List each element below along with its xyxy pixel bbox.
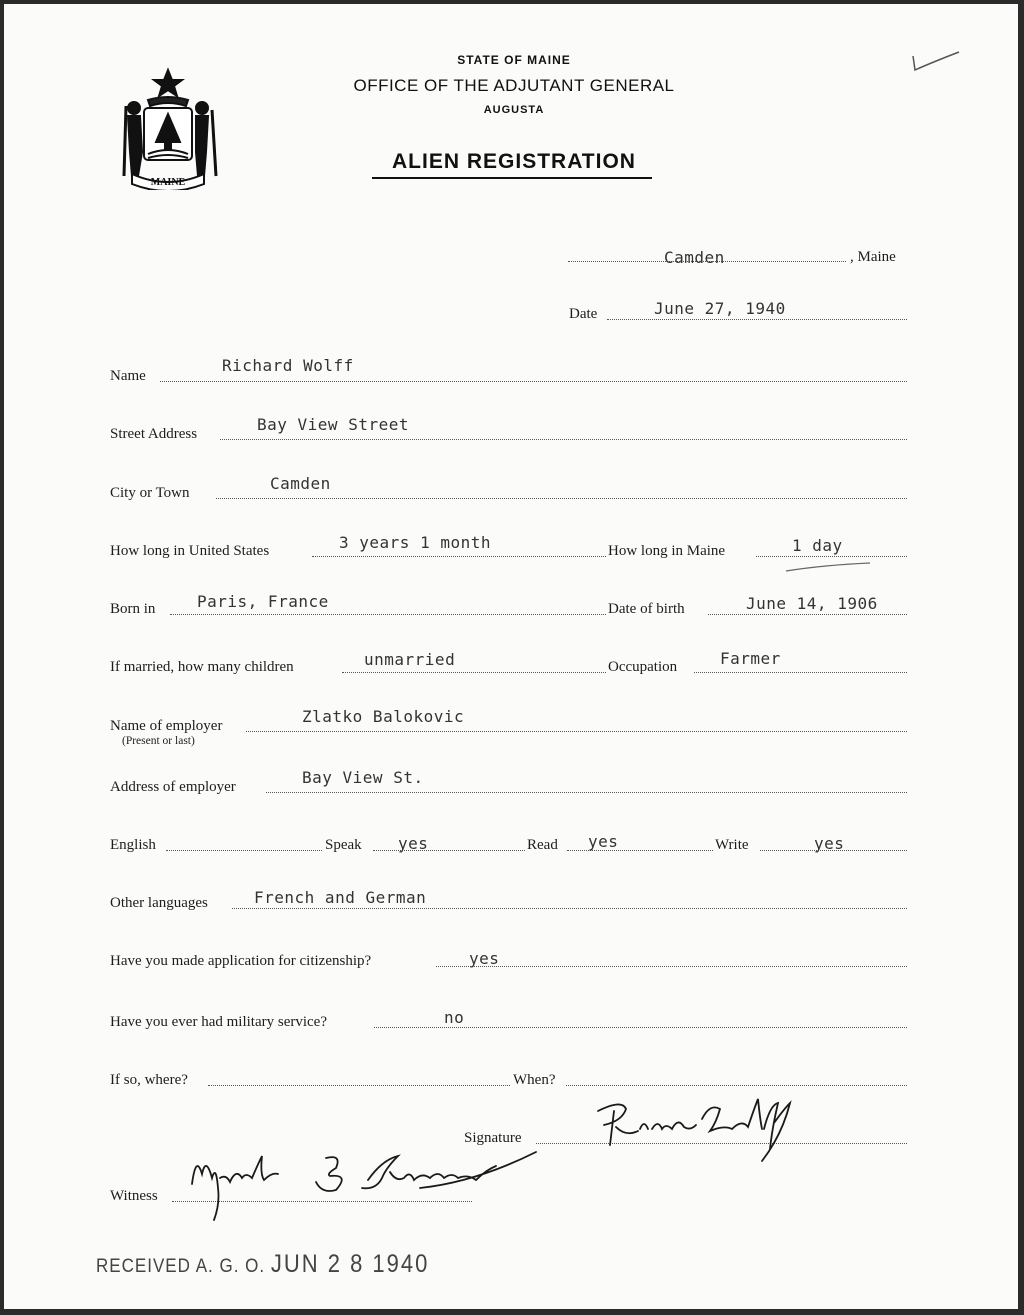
birthplace-label: Born in [110,601,156,617]
street-value: Bay View Street [257,415,409,434]
speak-value: yes [398,834,429,853]
read-value: yes [588,832,619,851]
write-label: Write [715,837,749,853]
header-city: AUGUSTA [483,104,545,116]
where-field-line [208,1085,510,1086]
applicant-signature-icon [592,1089,832,1169]
employer-address-field-line [266,792,907,793]
when-field-line [566,1085,907,1086]
us-duration-label: How long in United States [110,543,270,559]
when-label: When? [513,1072,556,1088]
city-value: Camden [270,474,331,493]
other-languages-field-line [232,908,907,909]
military-value: no [444,1008,465,1027]
header-state: STATE OF MAINE [457,53,571,67]
maine-duration-label: How long in Maine [608,543,726,559]
signature-label: Signature [464,1130,522,1146]
witness-label: Witness [110,1188,158,1204]
name-value: Richard Wolff [222,356,354,375]
registration-form-page [4,4,1018,1309]
us-duration-field-line [312,556,606,557]
header-office: OFFICE OF THE ADJUTANT GENERAL [353,76,675,95]
dob-value: June 14, 1906 [746,594,878,613]
witness-signature-icon [186,1144,546,1224]
date-label: Date [569,306,598,322]
seal-motto: MAINE [150,177,186,188]
us-duration-value: 3 years 1 month [339,533,491,552]
read-label: Read [527,837,558,853]
street-label: Street Address [110,426,198,442]
citizenship-label: Have you made application for citizenship? [110,953,372,969]
employer-value: Zlatko Balokovic [302,707,465,726]
name-field-line [160,381,907,382]
children-field-line [342,672,606,673]
received-stamp-date: JUN 2 8 1940 [270,1249,430,1278]
military-field-line [374,1027,907,1028]
other-languages-value: French and German [254,888,427,907]
employer-address-label: Address of employer [110,779,236,795]
employer-label: Name of employer [110,718,223,734]
date-field-line [607,319,907,320]
birthplace-field-line [170,614,606,615]
citizenship-field-line [436,966,907,967]
maine-duration-field-line [756,556,907,557]
speak-field-line [373,850,525,851]
town-value: Camden [664,248,725,267]
name-label: Name [110,368,146,384]
birthplace-value: Paris, France [197,592,329,611]
city-field-line [216,498,907,499]
speak-label: Speak [325,837,362,853]
children-value: unmarried [364,650,456,669]
received-stamp [96,1249,429,1279]
street-field-line [220,439,907,440]
date-value: June 27, 1940 [654,299,786,318]
employer-sublabel: (Present or last) [122,735,195,747]
employer-address-value: Bay View St. [302,768,424,787]
dob-field-line [708,614,907,615]
english-field-line [166,850,322,851]
employer-field-line [246,731,907,732]
dob-label: Date of birth [608,601,685,617]
underline-stroke-icon [784,561,874,575]
maine-duration-value: 1 day [792,536,843,555]
received-stamp-text: RECEIVED A. G. O. [96,1254,266,1277]
title-underline [372,177,652,179]
occupation-label: Occupation [608,659,678,675]
write-value: yes [814,834,845,853]
checkmark-icon [909,50,965,76]
children-label: If married, how many children [110,659,294,675]
other-languages-label: Other languages [110,895,208,911]
maine-state-seal-icon [112,66,224,190]
citizenship-value: yes [469,949,500,968]
occupation-field-line [694,672,907,673]
form-title: ALIEN REGISTRATION [392,150,636,173]
city-label: City or Town [110,485,190,501]
where-label: If so, where? [110,1072,188,1088]
military-label: Have you ever had military service? [110,1014,327,1030]
occupation-value: Farmer [720,649,781,668]
town-suffix-label: , Maine [850,249,896,265]
english-label: English [110,837,156,853]
